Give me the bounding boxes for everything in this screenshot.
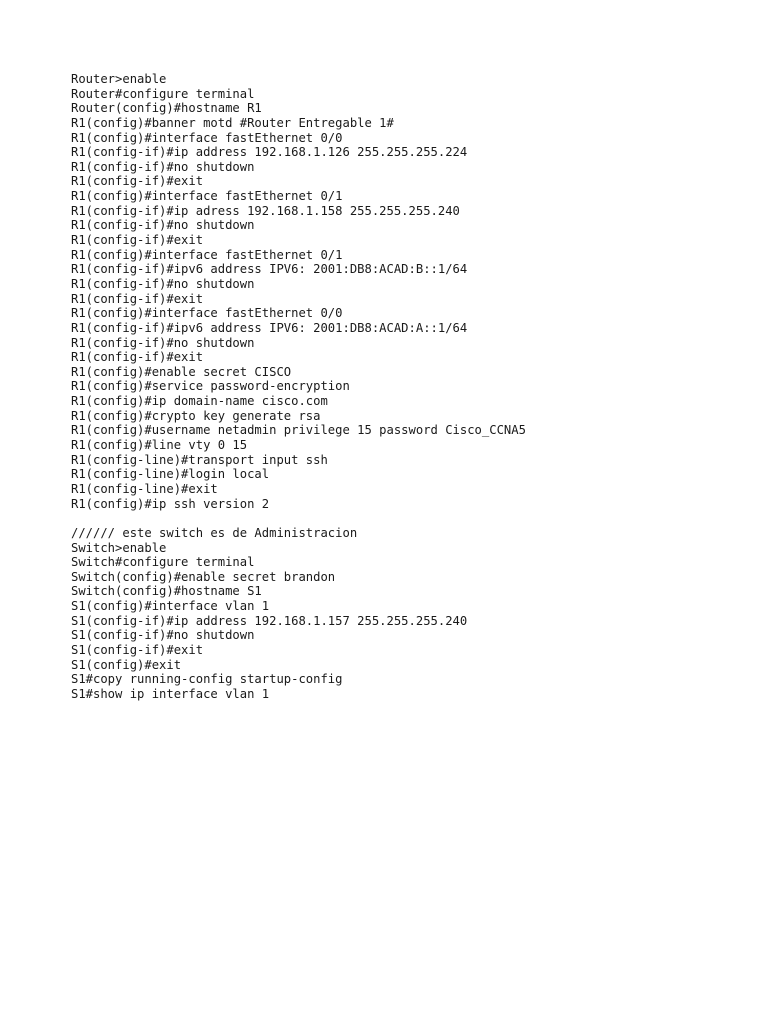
router-config-line: Router>enable bbox=[71, 72, 167, 86]
router-config-line: R1(config)#banner motd #Router Entregable 1# bbox=[71, 115, 394, 130]
switch-config-line: S1(config-if)#exit bbox=[71, 642, 204, 657]
router-config-line: R1(config-if)#exit bbox=[71, 350, 204, 365]
router-config-line: R1(config)#interface fastEthernet 0/0 bbox=[71, 130, 343, 145]
switch-config-block bbox=[71, 526, 751, 702]
router-config-line: R1(config-if)#ip address 192.168.1.126 255.255.255.224 bbox=[71, 145, 468, 160]
switch-config-line: S1#copy running-config startup-config bbox=[71, 672, 343, 687]
router-config-line: R1(config-if)#no shutdown bbox=[71, 276, 255, 291]
router-config-line: R1(config)#line vty 0 15 bbox=[71, 438, 248, 453]
router-config-line: R1(config)#service password-encryption bbox=[71, 379, 350, 394]
switch-config-line: S1(config-if)#no shutdown bbox=[71, 628, 255, 643]
router-config-line: R1(config)#interface fastEthernet 0/1 bbox=[71, 247, 343, 262]
router-config-line: R1(config)#username netadmin privilege 15 password Cisco_CCNA5 bbox=[71, 423, 526, 438]
switch-config-line: S1(config-if)#ip address 192.168.1.157 255.255.255.240 bbox=[71, 613, 468, 628]
router-config-line: R1(config-if)#no shutdown bbox=[71, 335, 255, 350]
switch-config-line: S1(config)#exit bbox=[71, 657, 182, 672]
switch-config-line: S1(config)#interface vlan 1 bbox=[71, 599, 270, 614]
router-config-line: R1(config-line)#transport input ssh bbox=[71, 452, 328, 467]
router-config-line: R1(config)#ip ssh version 2 bbox=[71, 496, 270, 511]
router-config-line: R1(config-if)#exit bbox=[71, 291, 204, 306]
switch-config-line: Switch(config)#hostname S1 bbox=[71, 584, 262, 599]
router-config-line: R1(config)#crypto key generate rsa bbox=[71, 408, 321, 423]
config-text bbox=[71, 72, 751, 702]
router-config-line: R1(config-line)#exit bbox=[71, 481, 218, 496]
router-config-line: Router(config)#hostname R1 bbox=[71, 101, 262, 116]
router-config-line: R1(config-if)#exit bbox=[71, 233, 204, 248]
switch-config-line: S1#show ip interface vlan 1 bbox=[71, 686, 270, 701]
router-config-block bbox=[71, 72, 751, 511]
router-config-line: R1(config-if)#ipv6 address IPV6: 2001:DB8:ACAD:A::1/64 bbox=[71, 320, 468, 335]
router-config-line: R1(config)#ip domain-name cisco.com bbox=[71, 394, 328, 409]
router-config-line: R1(config-if)#exit bbox=[71, 174, 204, 189]
switch-config-line: Switch#configure terminal bbox=[71, 555, 255, 570]
router-config-line: R1(config)#enable secret CISCO bbox=[71, 364, 292, 379]
router-config-line: R1(config)#interface fastEthernet 0/1 bbox=[71, 189, 343, 204]
blank-line bbox=[71, 511, 751, 526]
switch-config-line: Switch(config)#enable secret brandon bbox=[71, 569, 336, 584]
router-config-line: R1(config-line)#login local bbox=[71, 467, 270, 482]
router-config-line: R1(config-if)#no shutdown bbox=[71, 218, 255, 233]
router-config-line: R1(config-if)#no shutdown bbox=[71, 159, 255, 174]
switch-config-line: Switch>enable bbox=[71, 540, 167, 555]
router-config-line: R1(config-if)#ipv6 address IPV6: 2001:DB8:ACAD:B::1/64 bbox=[71, 262, 468, 277]
router-config-line: R1(config)#interface fastEthernet 0/0 bbox=[71, 306, 343, 321]
switch-config-line: ////// este switch es de Administracion bbox=[71, 525, 358, 540]
router-config-line: R1(config-if)#ip adress 192.168.1.158 255.255.255.240 bbox=[71, 203, 460, 218]
router-config-line: Router#configure terminal bbox=[71, 86, 255, 101]
